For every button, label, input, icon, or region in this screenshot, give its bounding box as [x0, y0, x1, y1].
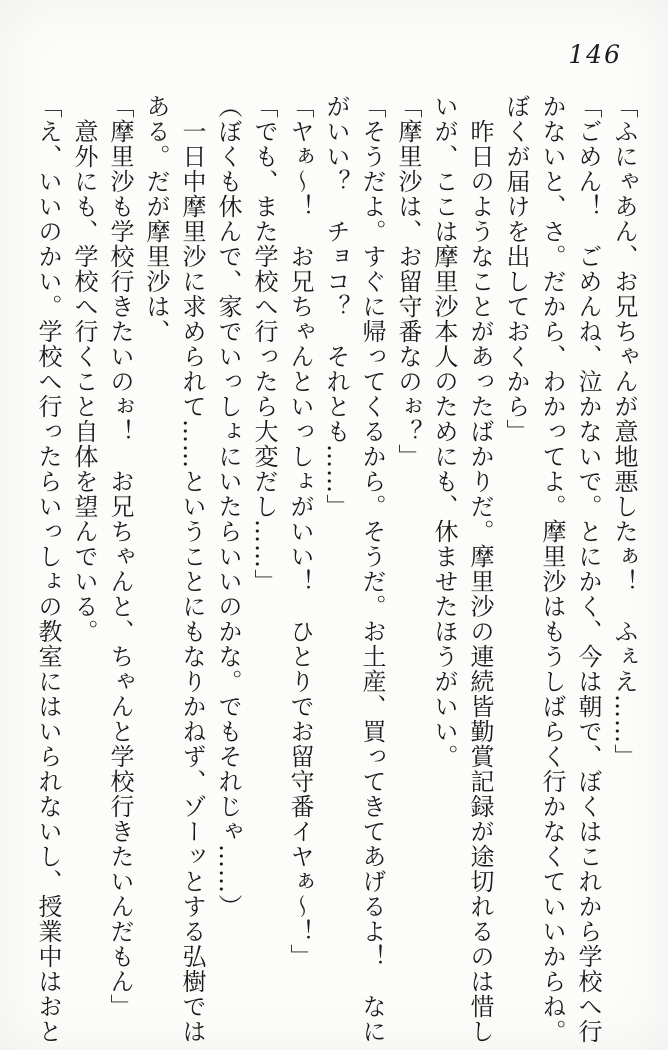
text-line: （ぼくも休んで、家でいっしょにいたらいいのかな。でもそれじゃ……）: [214, 94, 242, 919]
text-line: 「ごめん！ ごめんね、泣かないで。とにかく、今は朝で、ぼくはこれから学校へ行: [574, 94, 602, 1044]
text-line: ぼくが届けを出しておくから」: [502, 94, 530, 444]
vertical-text-block: [30, 94, 642, 1046]
text-line: 「摩里沙は、お留守番なのぉ？」: [394, 94, 422, 469]
text-line: 「でも、また学校へ行ったら大変だし……」: [250, 94, 278, 594]
text-line: ある。だが摩里沙は、: [142, 94, 170, 344]
text-line: 昨日のようなことがあったばかりだ。摩里沙の連続皆勤賞記録が途切れるのは惜し: [466, 94, 494, 1044]
text-line: がいい？ チョコ？ それとも……」: [322, 94, 350, 519]
text-line: 「そうだよ。すぐに帰ってくるから。そうだ。お土産、買ってきてあげるよ！ なに: [358, 94, 386, 1044]
text-line: 「摩里沙も学校行きたいのぉ！ お兄ちゃんと、ちゃんと学校行きたいんだもん」: [106, 94, 134, 1019]
text-line: いが、ここは摩里沙本人のためにも、休ませたほうがいい。: [430, 94, 458, 769]
text-line: 「ふにゃあん、お兄ちゃんが意地悪したぁ！ ふぇえ……」: [610, 94, 638, 769]
text-line: 「え、いいのかい。学校へ行ったらいっしょの教室にはいられないし、授業中はおと: [34, 94, 62, 1044]
page-number: 146: [568, 40, 622, 69]
text-line: 一日中摩里沙に求められて……ということにもなりかねず、ゾーッとする弘樹では: [178, 94, 206, 1044]
text-line: 意外にも、学校へ行くこと自体を望んでいる。: [70, 94, 98, 644]
text-line: 「ヤぁ〜！ お兄ちゃんといっしょがいい！ ひとりでお留守番イヤぁ〜！」: [286, 94, 314, 969]
text-line: かないと、さ。だから、わかってよ。摩里沙はもうしばらく行かなくていいからね。: [538, 94, 566, 1044]
